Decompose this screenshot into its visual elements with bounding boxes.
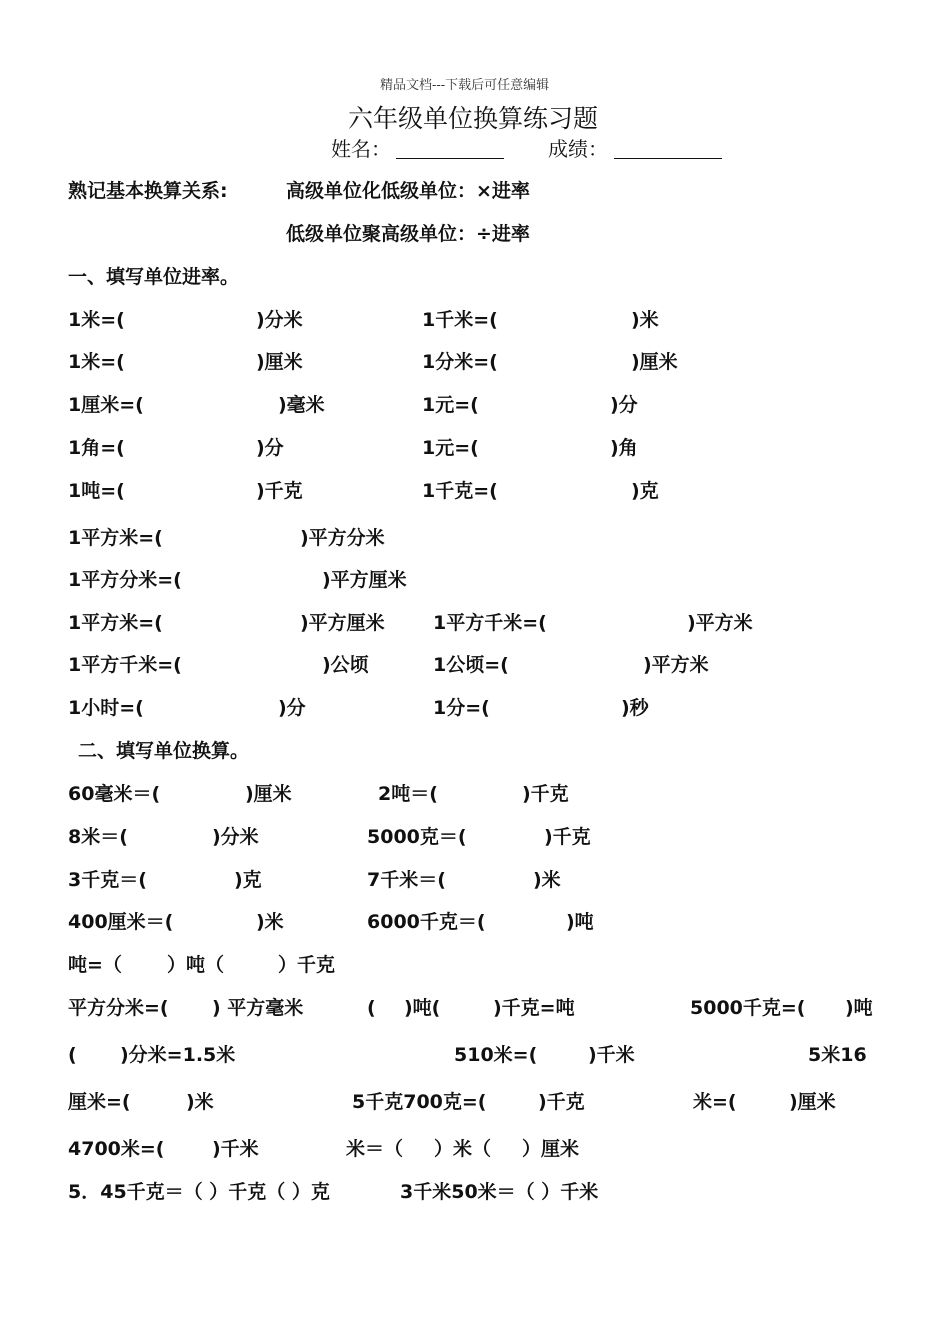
exercise-unit: )千克	[256, 480, 303, 502]
exercise-unit: )千克	[522, 783, 569, 805]
score-blank[interactable]	[614, 141, 722, 159]
intro-label: 熟记基本换算关系:	[68, 180, 228, 202]
exercise-prompt: 60毫米＝(	[68, 783, 161, 805]
exercise-unit: )秒	[621, 697, 649, 719]
exercise-prompt: 1公顷=(	[433, 654, 509, 676]
exercise-prompt: 8米＝(	[68, 826, 128, 848]
exercise-prompt: 5000千克=(	[690, 997, 806, 1019]
exercise-unit: )公顷	[322, 654, 369, 676]
exercise-prompt: 400厘米＝(	[68, 911, 174, 933]
exercise-prompt: 5米16	[808, 1044, 867, 1066]
exercise-prompt: 吨=（	[68, 954, 122, 976]
exercise-prompt: 6000千克＝(	[367, 911, 486, 933]
exercise-prompt: 1平方千米=(	[68, 654, 182, 676]
exercise-prompt: 5．45千克＝（ ）千克（ ）克	[68, 1181, 330, 1203]
exercise-unit: )米	[186, 1091, 214, 1113]
exercise-unit: )平方米	[643, 654, 709, 676]
exercise-prompt: 1分=(	[433, 697, 490, 719]
exercise-prompt: 米=(	[693, 1091, 737, 1113]
exercise-prompt: 1角=(	[68, 437, 125, 459]
exercise-unit: )平方米	[687, 612, 753, 634]
name-blank[interactable]	[396, 141, 504, 159]
exercise-prompt: 米＝（	[346, 1138, 404, 1160]
exercise-prompt: 1米=(	[68, 351, 125, 373]
exercise-prompt: 1吨=(	[68, 480, 125, 502]
exercise-prompt: 1小时=(	[68, 697, 144, 719]
exercise-prompt: 1平方米=(	[68, 527, 163, 549]
exercise-unit: )克	[631, 480, 659, 502]
exercise-unit: )平方厘米	[322, 569, 407, 591]
exercise-prompt: 1元=(	[422, 394, 479, 416]
exercise-unit: )厘米	[789, 1091, 836, 1113]
page-header: 精品文档---下载后可任意编辑	[380, 78, 550, 93]
exercise-unit: )吨	[845, 997, 873, 1019]
exercise-unit: )分	[256, 437, 284, 459]
exercise-prompt: 3千克＝(	[68, 869, 147, 891]
exercise-prompt: 1厘米=(	[68, 394, 144, 416]
intro-rule-1: 高级单位化低级单位：×进率	[286, 180, 530, 202]
exercise-prompt: 5000克＝(	[367, 826, 467, 848]
exercise-unit: )分米	[256, 309, 303, 331]
exercise-unit: ）千克	[278, 954, 336, 976]
exercise-prompt: 510米=(	[454, 1044, 538, 1066]
page-title: 六年级单位换算练习题	[348, 104, 599, 133]
exercise-prompt: 1平方分米=(	[68, 569, 182, 591]
exercise-prompt: (	[367, 997, 376, 1019]
exercise-unit: )毫米	[278, 394, 325, 416]
exercise-unit: )厘米	[245, 783, 292, 805]
exercise-unit: )米	[631, 309, 659, 331]
section-1-heading: 一、填写单位进率。	[68, 266, 240, 288]
exercise-unit: )吨(	[404, 997, 441, 1019]
exercise-prompt: 平方分米=(	[68, 997, 169, 1019]
name-label: 姓名：	[331, 137, 391, 161]
exercise-prompt: (	[68, 1044, 77, 1066]
exercise-unit: )厘米	[256, 351, 303, 373]
exercise-unit: ) 平方毫米	[212, 997, 304, 1019]
exercise-unit: )千克	[538, 1091, 585, 1113]
exercise-unit: )分	[610, 394, 638, 416]
exercise-prompt: 5千克700克=(	[352, 1091, 487, 1113]
exercise-prompt: 1元=(	[422, 437, 479, 459]
exercise-unit: )千克=吨	[493, 997, 575, 1019]
score-label: 成绩：	[548, 137, 608, 161]
exercise-unit: )分米	[212, 826, 259, 848]
exercise-unit: )千克	[544, 826, 591, 848]
exercise-unit: )平方分米	[300, 527, 385, 549]
intro-rule-2: 低级单位聚高级单位：÷进率	[286, 223, 530, 245]
exercise-unit: )吨	[566, 911, 594, 933]
exercise-unit: )分	[278, 697, 306, 719]
section-2-heading: 二、填写单位换算。	[78, 740, 250, 762]
exercise-unit: )厘米	[631, 351, 678, 373]
exercise-unit: )千米	[212, 1138, 259, 1160]
exercise-unit: )克	[234, 869, 262, 891]
exercise-unit: ）厘米	[522, 1138, 580, 1160]
exercise-prompt: 1千克=(	[422, 480, 498, 502]
exercise-unit: )米	[533, 869, 561, 891]
exercise-unit: ）吨（	[167, 954, 225, 976]
exercise-prompt: 1分米=(	[422, 351, 498, 373]
exercise-unit: )米	[256, 911, 284, 933]
exercise-unit: ）米（	[434, 1138, 492, 1160]
exercise-prompt: 1米=(	[68, 309, 125, 331]
exercise-prompt: 2吨＝(	[378, 783, 438, 805]
exercise-prompt: 3千米50米＝（ ）千米	[400, 1181, 599, 1203]
exercise-prompt: 7千米＝(	[367, 869, 446, 891]
exercise-prompt: 1千米=(	[422, 309, 498, 331]
exercise-prompt: 厘米=(	[68, 1091, 131, 1113]
exercise-unit: )角	[610, 437, 638, 459]
exercise-prompt: 1平方千米=(	[433, 612, 547, 634]
exercise-prompt: 1平方米=(	[68, 612, 163, 634]
exercise-unit: )分米=1.5米	[120, 1044, 236, 1066]
exercise-prompt: 4700米=(	[68, 1138, 165, 1160]
exercise-unit: )平方厘米	[300, 612, 385, 634]
exercise-unit: )千米	[588, 1044, 635, 1066]
